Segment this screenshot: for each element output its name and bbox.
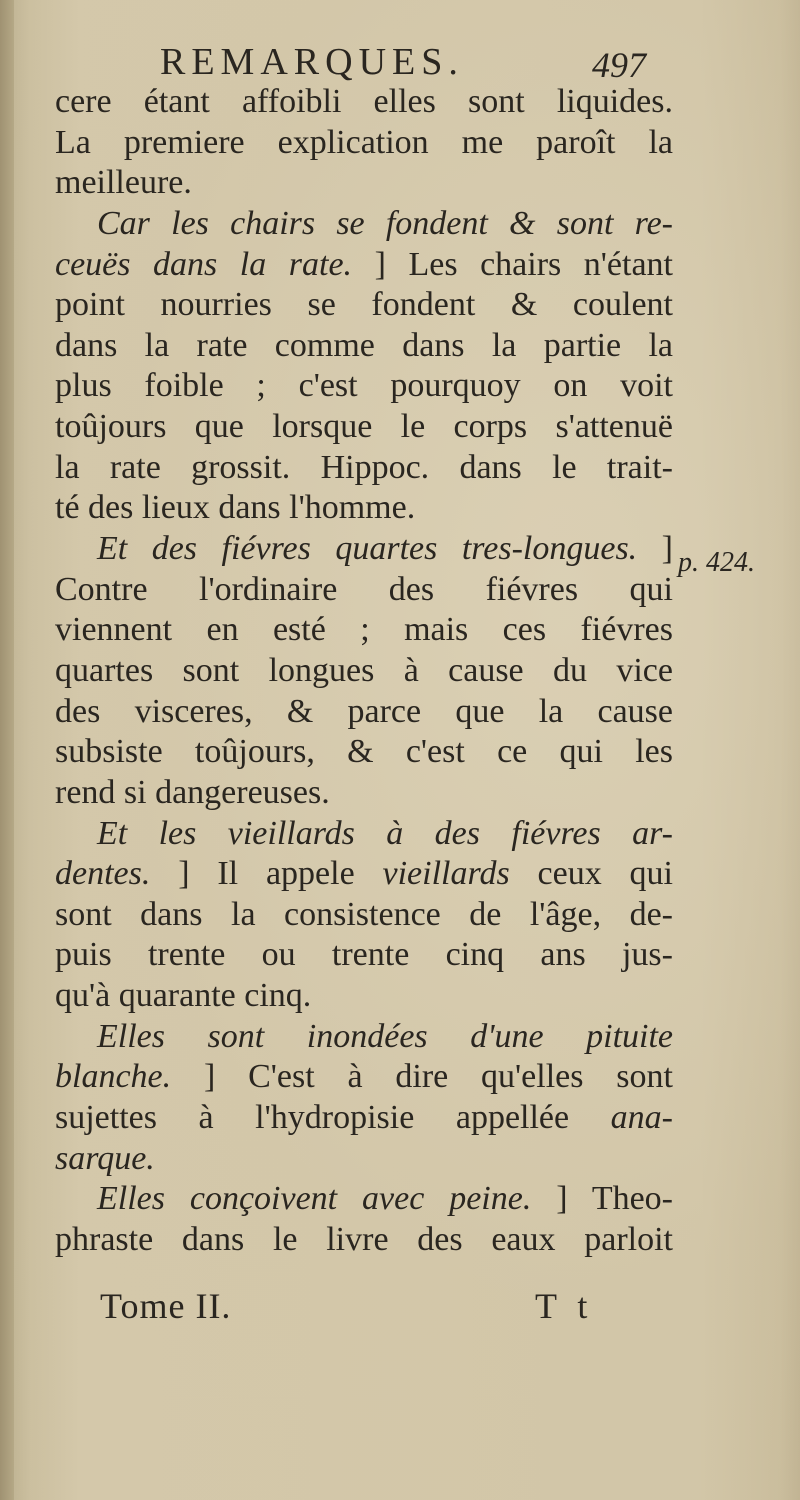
italic-segment: ceuës dans la rate. <box>55 245 353 283</box>
text-line <box>55 1179 673 1220</box>
text-segment: puis trente ou trente cinq ans jus- <box>55 936 673 974</box>
volume-label: Tome II. <box>100 1286 232 1326</box>
text-segment: ] C'est à dire qu'elles sont <box>171 1058 673 1096</box>
text-segment: meilleure. <box>55 164 192 202</box>
text-line <box>55 1057 673 1098</box>
margin-note: p. 424. <box>678 547 755 578</box>
text-line <box>55 1098 673 1139</box>
text-segment: phraste dans le livre des eaux parloit <box>55 1220 673 1258</box>
text-line <box>55 326 673 367</box>
text-line <box>55 610 673 651</box>
text-segment: ] Les chairs n'étant <box>352 245 674 283</box>
text-line <box>55 976 673 1017</box>
italic-segment: blanche. <box>55 1058 172 1096</box>
text-line <box>55 245 673 286</box>
text-segment: viennent en esté ; mais ces fiévres <box>55 611 673 649</box>
text-line <box>55 448 673 489</box>
text-line <box>55 1139 673 1180</box>
text-line <box>55 529 673 570</box>
text-line <box>55 82 673 123</box>
italic-segment: Car les chairs se fondent & sont re- <box>97 204 673 242</box>
text-line <box>55 651 673 692</box>
text-segment: plus foible ; c'est pourquoy on voit <box>55 367 673 405</box>
text-line <box>55 488 673 529</box>
text-segment: la rate grossit. Hippoc. dans le trait- <box>55 448 673 486</box>
text-line <box>55 692 673 733</box>
italic-segment: dentes. <box>55 855 151 893</box>
italic-segment: Elles conçoivent avec peine. <box>97 1180 532 1218</box>
text-segment: ] Il appele <box>150 855 383 893</box>
page-number: 497 <box>592 45 646 85</box>
text-segment: cere étant affoibli elles sont liquides. <box>55 83 673 120</box>
text-segment: sont dans la consistence de l'âge, de- <box>55 895 673 933</box>
text-line <box>55 204 673 245</box>
text-line <box>55 732 673 773</box>
text-line <box>55 935 673 976</box>
text-line <box>55 1220 673 1261</box>
text-segment: subsiste toûjours, & c'est ce qui les <box>55 733 673 771</box>
text-segment: point nourries se fondent & coulent <box>55 286 673 324</box>
text-segment: ] Theo- <box>531 1180 674 1218</box>
text-line <box>55 1017 673 1058</box>
text-line <box>55 366 673 407</box>
text-segment: La premiere explication me paroît la <box>55 123 673 161</box>
text-segment: dans la rate comme dans la partie la <box>55 326 673 364</box>
text-line <box>55 570 673 611</box>
body-text <box>55 82 673 1261</box>
text-line <box>55 123 673 164</box>
text-line <box>55 773 673 814</box>
text-line <box>55 814 673 855</box>
text-segment: rend si dangereuses. <box>55 773 330 811</box>
signature-mark: T t <box>535 1286 594 1326</box>
text-segment: Contre l'ordinaire des fiévres qui <box>55 570 673 608</box>
italic-segment: vieillards <box>382 855 510 893</box>
text-segment: des visceres, & parce que la cause <box>55 692 673 730</box>
text-line <box>55 163 673 204</box>
text-line <box>55 407 673 448</box>
text-segment: ceux qui <box>509 855 673 893</box>
italic-segment: sarque. <box>55 1139 155 1177</box>
text-segment: quartes sont longues à cause du vice <box>55 651 673 689</box>
text-line <box>55 285 673 326</box>
italic-segment: ana- <box>610 1099 673 1137</box>
italic-segment: Et des fiévres quartes tres-longues. <box>97 530 638 568</box>
text-line <box>55 895 673 936</box>
running-title: REMARQUES. <box>160 41 464 83</box>
italic-segment: Elles sont inondées d'une pituite <box>97 1017 673 1055</box>
text-segment: qu'à quarante cinq. <box>55 977 312 1015</box>
italic-segment: Et les vieillards à des fiévres ar- <box>97 814 673 852</box>
text-line <box>55 854 673 895</box>
page-gutter <box>0 0 14 1500</box>
text-segment: ] <box>637 530 673 568</box>
text-segment: toûjours que lorsque le corps s'attenuë <box>55 408 673 446</box>
text-segment: té des lieux dans l'homme. <box>55 489 416 527</box>
text-segment: sujettes à l'hydropisie appellée <box>55 1099 611 1137</box>
page-footer <box>0 1285 800 1335</box>
